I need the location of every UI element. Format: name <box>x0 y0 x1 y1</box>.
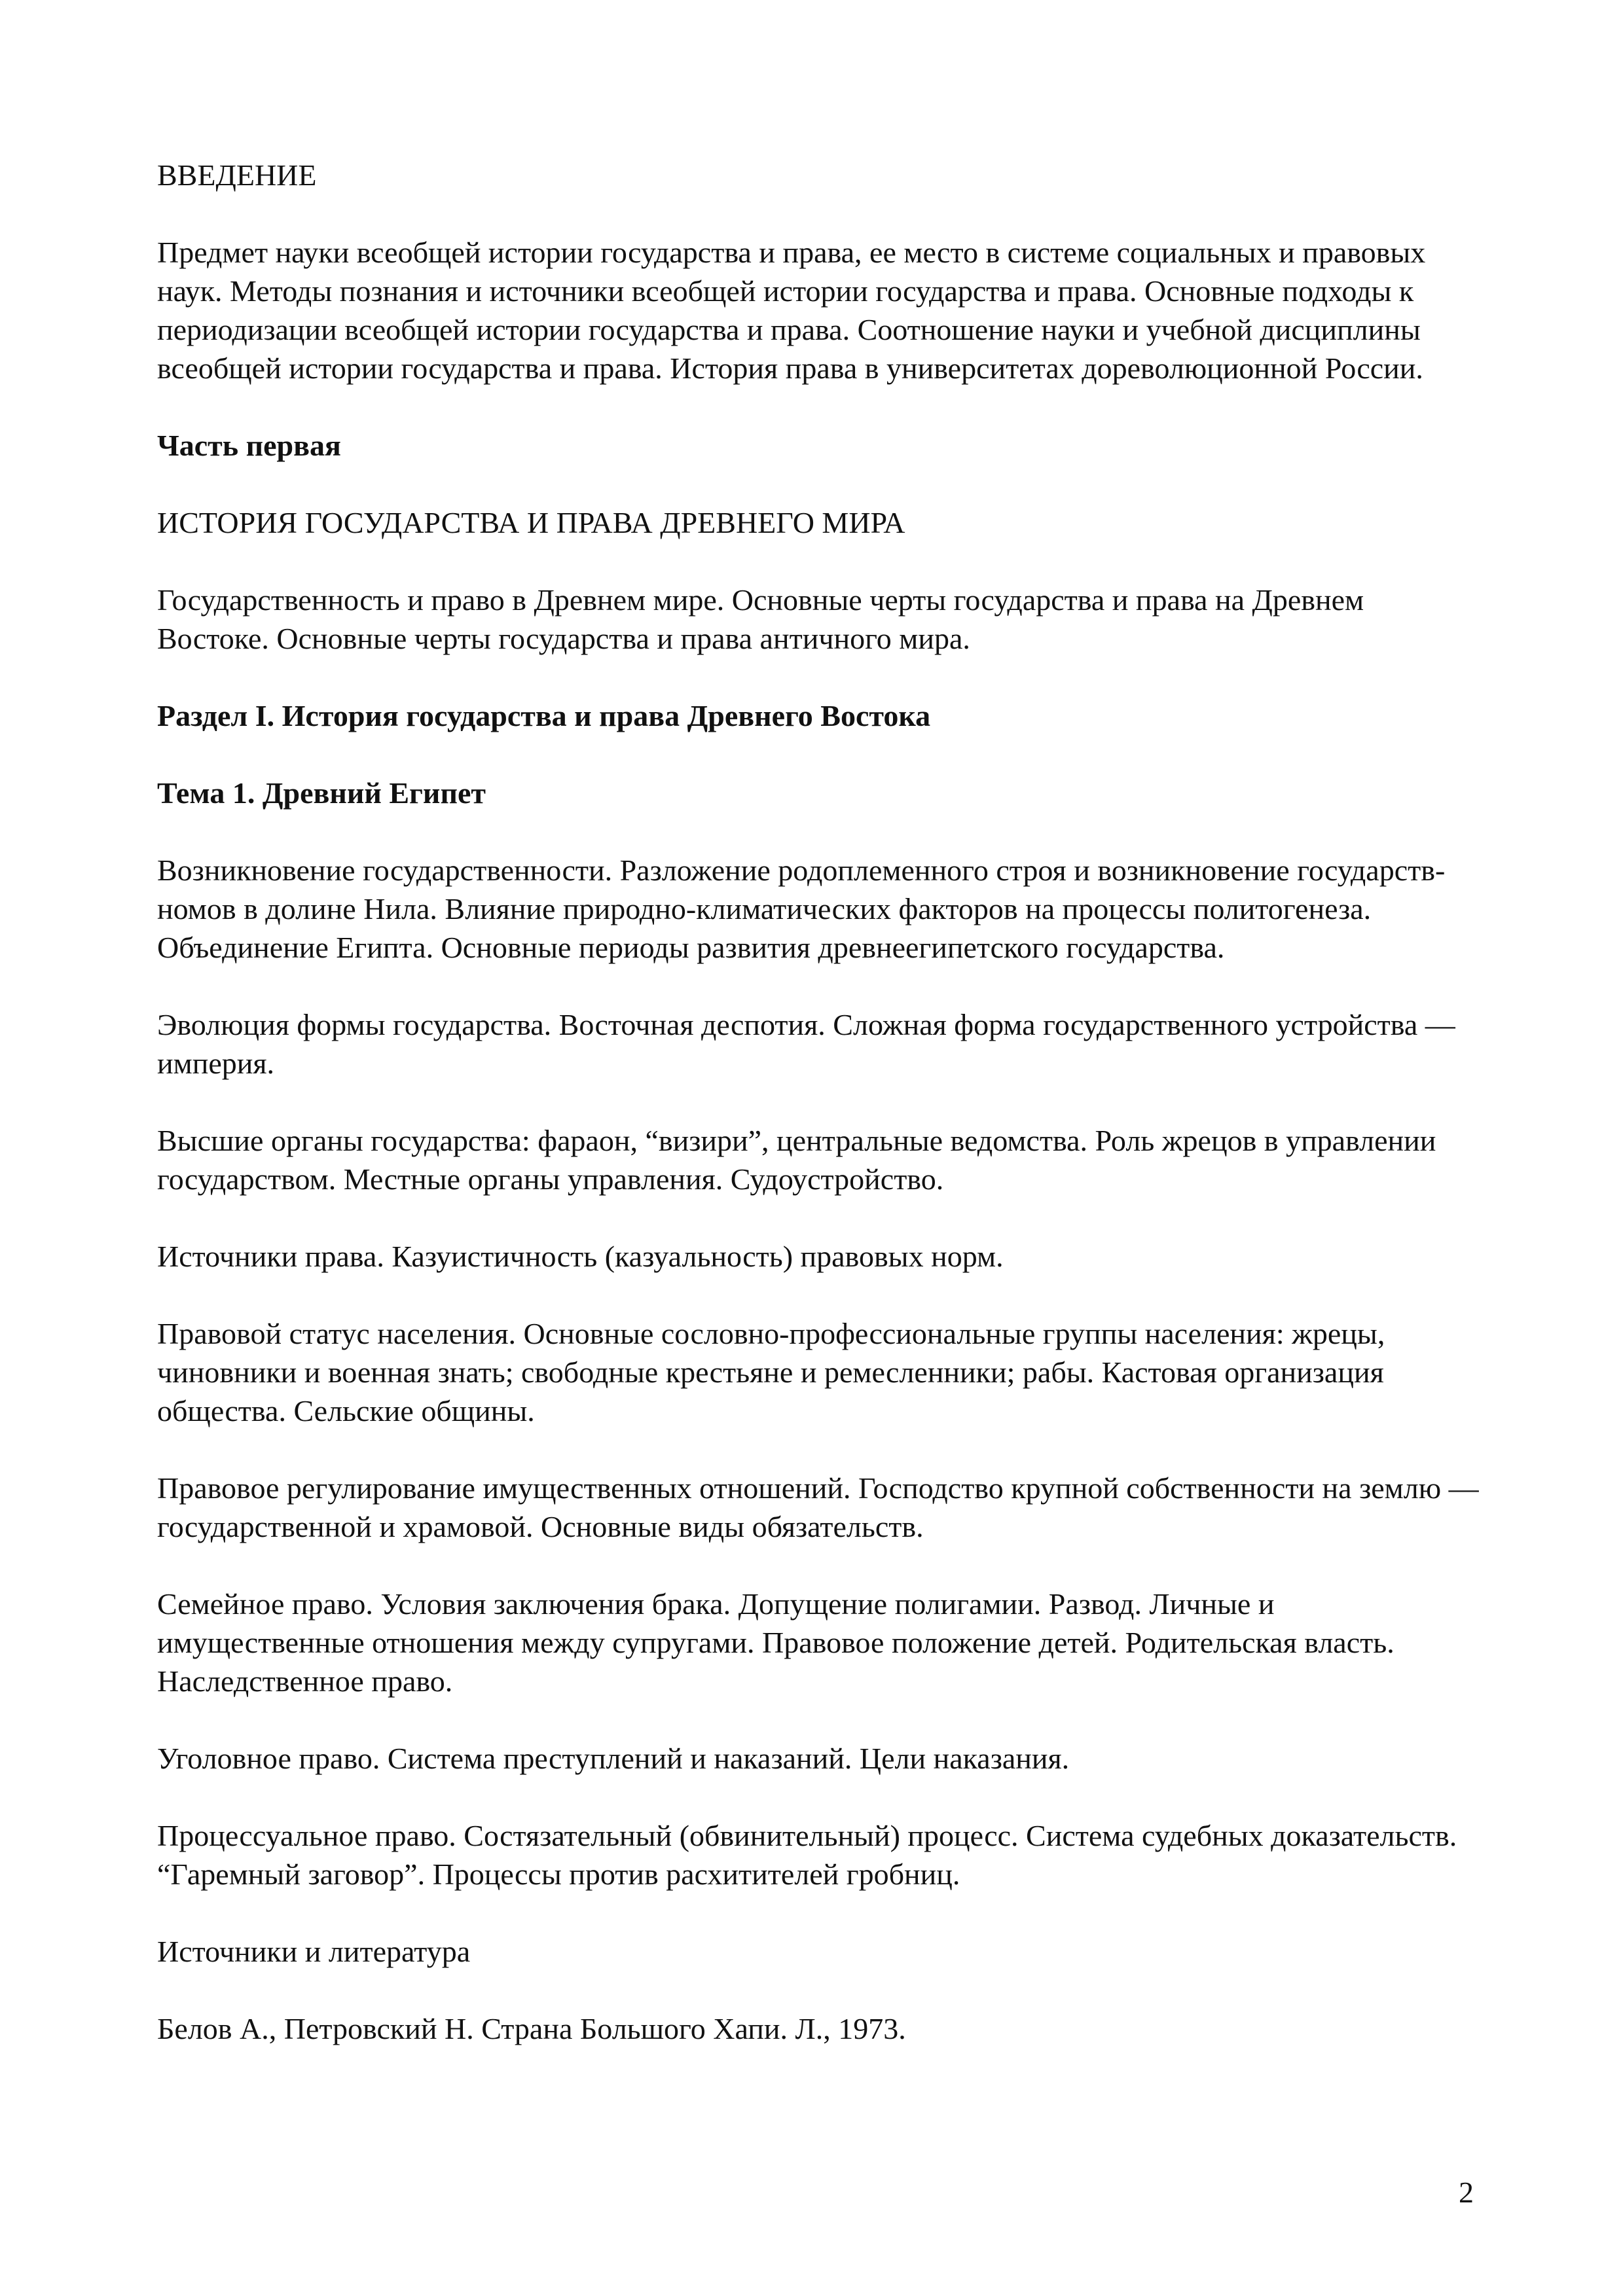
section-title: Раздел I. История государства и права Древнего Востока <box>157 699 931 732</box>
paragraph-higher-organs: Высшие органы государства: фараон, “визири”, центральные ведомства. Роль жрецов в управлении государством. Местные органы управления. Судоустройство. <box>157 1124 1436 1196</box>
paragraph-statehood: Возникновение государственности. Разложение родоплеменного строя и возникновение государств-номов в долине Нила. Влияние природно-климатических факторов на процессы политогенеза. Объединение Египта. Основные периоды развития древнеегипетского государства. <box>157 853 1446 964</box>
paragraph-sources-of-law: Источники права. Казуистичность (казуальность) правовых норм. <box>157 1240 1004 1273</box>
heading-sources-literature: Источники и литература <box>157 1935 471 1968</box>
part-title: Часть первая <box>157 429 341 462</box>
paragraph-procedural-law: Процессуальное право. Состязательный (обвинительный) процесс. Система судебных доказательств. “Гаремный заговор”. Процессы против расхитителей гробниц. <box>157 1819 1457 1891</box>
paragraph-criminal-law: Уголовное право. Система преступлений и наказаний. Цели наказания. <box>157 1742 1070 1775</box>
paragraph-family-law: Семейное право. Условия заключения брака. Допущение полигамии. Развод. Личные и имущественные отношения между супругами. Правовое положение детей. Родительская власть. Наследственное право. <box>157 1587 1395 1698</box>
paragraph-ancient-world: Государственность и право в Древнем мире. Основные черты государства и права на Древнем Востоке. Основные черты государства и права античного мира. <box>157 583 1364 655</box>
topic-title: Тема 1. Древний Египет <box>157 776 486 810</box>
page-number: 2 <box>1459 2176 1474 2209</box>
paragraph-property: Правовое регулирование имущественных отношений. Господство крупной собственности на землю — государственной и храмовой. Основные виды обязательств. <box>157 1471 1479 1543</box>
part-heading: ИСТОРИЯ ГОСУДАРСТВА И ПРАВА ДРЕВНЕГО МИРА <box>157 506 905 539</box>
paragraph-introduction: Предмет науки всеобщей истории государства и права, ее место в системе социальных и правовых наук. Методы познания и источники всеобщей истории государства и права. Основные подходы к периодизации всеобщей истории государства и права. Соотношение науки и учебной дисциплины всеобщей истории государства и права. История права в университетах дореволюционной России. <box>157 236 1426 385</box>
bibliography-item: Белов А., Петровский Н. Страна Большого Хапи. Л., 1973. <box>157 2012 906 2045</box>
paragraph-state-form: Эволюция формы государства. Восточная деспотия. Сложная форма государственного устройства — империя. <box>157 1008 1455 1080</box>
heading-introduction: ВВЕДЕНИЕ <box>157 158 317 192</box>
paragraph-legal-status: Правовой статус населения. Основные сословно-профессиональные группы населения: жрецы, чиновники и военная знать; свободные крестьяне и ремесленники; рабы. Кастовая организация общества. Сельские общины. <box>157 1317 1385 1427</box>
page-content <box>157 156 1480 2087</box>
